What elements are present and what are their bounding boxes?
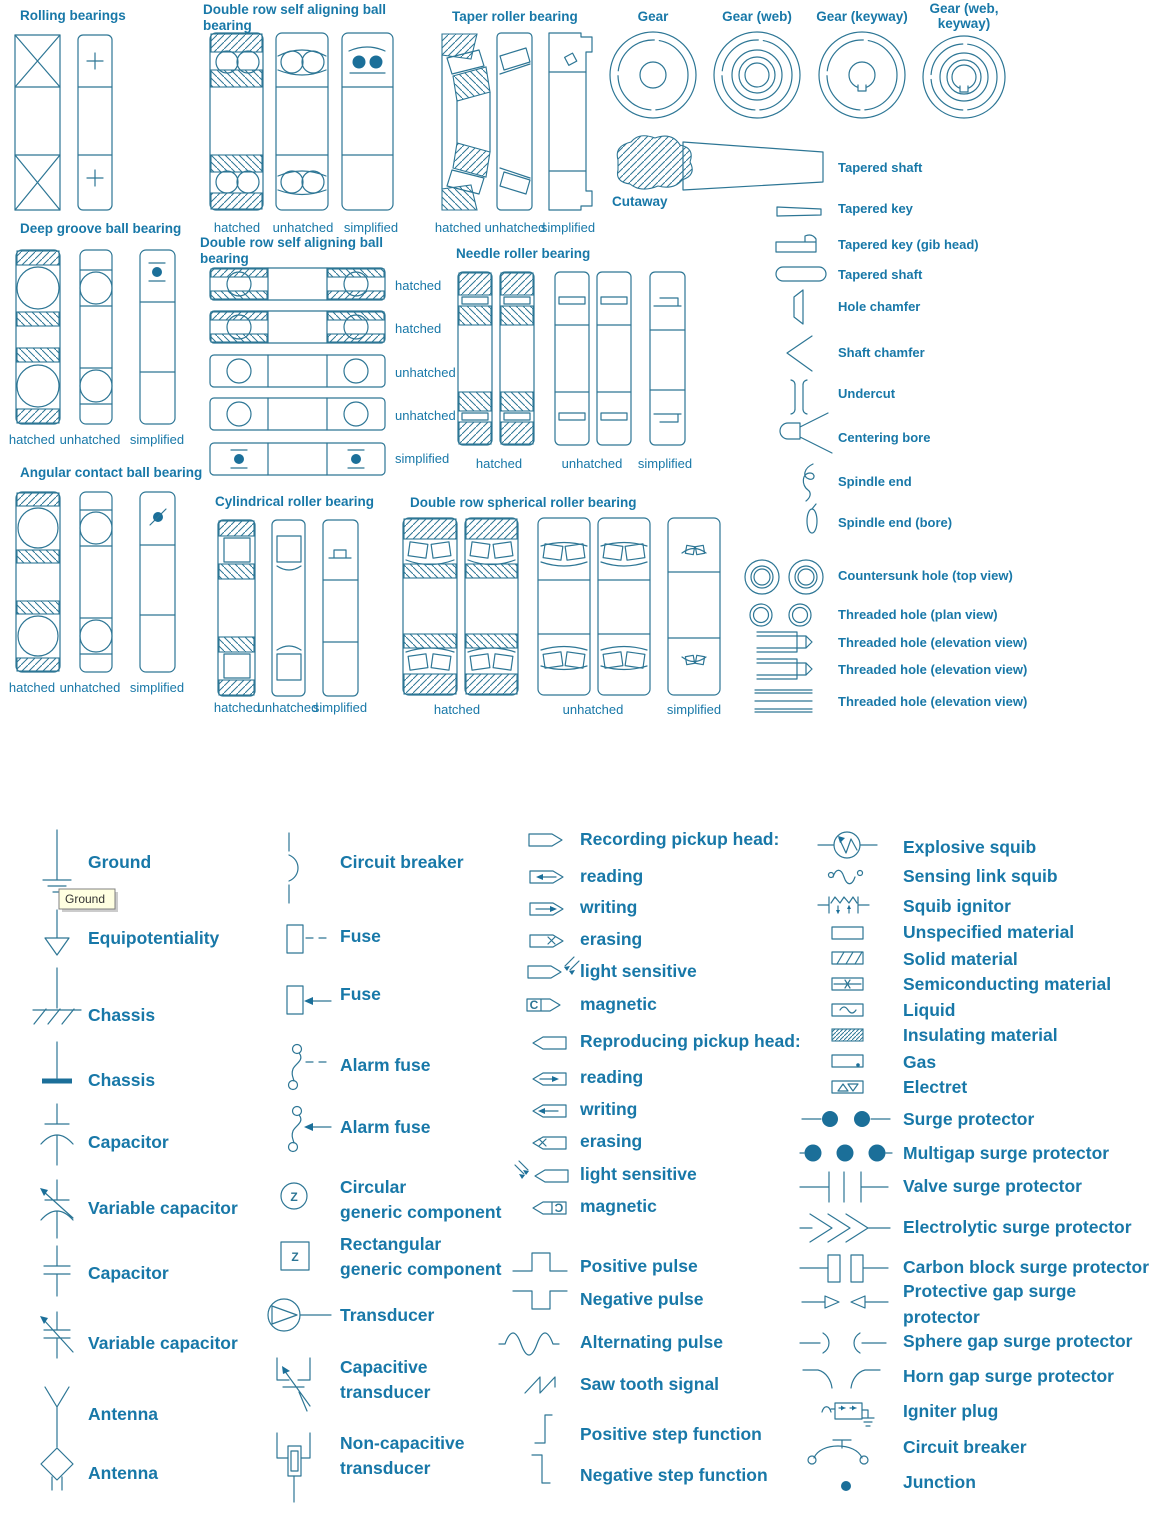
drsab2-variant-1: hatched [395, 321, 442, 336]
spherical-title: Double row spherical roller bearing [410, 495, 637, 510]
semiconducting-material-symbol [832, 978, 863, 990]
capacitor-flat-symbol [44, 1246, 70, 1296]
recording-magnetic-symbol [527, 998, 560, 1012]
side-label-14: Threaded hole (elevation view) [838, 694, 1028, 709]
spherical-hatched-symbol-1 [403, 518, 457, 695]
side-label-12: Threaded hole (elevation view) [838, 635, 1028, 650]
antenna-v-symbol [45, 1387, 69, 1447]
drsab2-row-unhatched-2 [210, 398, 385, 430]
label-ground: Ground [88, 852, 152, 872]
needle-variant-simplified: simplified [637, 456, 693, 471]
label-sensing-link-squib: Sensing link squib [903, 866, 1058, 886]
deep-groove-title: Deep groove ball bearing [20, 221, 182, 236]
gear-web-keyway-title-line1: Gear (web, [929, 1, 999, 16]
elec-col4-labels [903, 837, 1149, 1492]
side-label-4: Hole chamfer [838, 299, 921, 314]
deep-groove-simplified-symbol [140, 250, 175, 424]
surge-protector-symbol [802, 1111, 890, 1127]
drsab2-variant-0: hatched [395, 278, 442, 293]
cyl-variant-unhatched: unhatched [257, 700, 319, 715]
label-liquid: Liquid [903, 1000, 956, 1020]
needle-variant-unhatched: unhatched [561, 456, 623, 471]
angular-unhatched-symbol [80, 492, 112, 672]
gear-keyway-symbol [819, 32, 905, 118]
label-unspecified-material: Unspecified material [903, 922, 1075, 942]
side-label-13: Threaded hole (elevation view) [838, 662, 1028, 677]
threaded-hole-elevation1-symbol [757, 632, 812, 652]
saw-tooth-symbol [525, 1377, 555, 1393]
label-capacitive: Capacitive [340, 1357, 428, 1377]
side-label-11: Threaded hole (plan view) [838, 607, 998, 622]
label-circular: Circular [340, 1177, 407, 1197]
label-antenna-2: Antenna [88, 1463, 158, 1483]
label-variable-capacitor-1: Variable capacitor [88, 1198, 238, 1218]
electrolytic-surge-protector-symbol [800, 1214, 890, 1242]
elec-col1-labels [88, 852, 238, 1483]
needle-hatched-symbol-1 [458, 272, 492, 445]
needle-unhatched-symbol-1 [555, 272, 589, 445]
alarm-fuse-dash-symbol [289, 1045, 327, 1090]
drsab1-title-line2: bearing [203, 18, 252, 33]
spher-variant-unhatched: unhatched [562, 702, 624, 717]
deep-groove-unhatched-symbol [80, 250, 112, 424]
label-gas: Gas [903, 1052, 937, 1072]
rolling-bearings-title: Rolling bearings [20, 8, 126, 23]
taper-roller-simplified-symbol [549, 33, 592, 210]
recording-writing-symbol [530, 903, 563, 915]
taper-roller-title: Taper roller bearing [452, 9, 578, 24]
label-rec-erasing: erasing [580, 929, 643, 949]
label-rec-magnetic: magnetic [580, 994, 657, 1014]
variable-capacitor-flat-symbol [40, 1312, 73, 1358]
undercut-symbol [791, 380, 807, 414]
horn-gap-surge-protector-symbol [803, 1370, 880, 1388]
sensing-link-squib-symbol [829, 870, 863, 884]
threaded-hole-plan-symbol [750, 604, 811, 626]
gear-keyway-title: Gear (keyway) [816, 9, 908, 24]
countersunk-hole-symbol [745, 560, 823, 594]
label-valve-surge: Valve surge protector [903, 1176, 1082, 1196]
angular-variant-simplified: simplified [129, 680, 185, 695]
threaded-hole-elevation2-symbol [757, 659, 812, 679]
unspecified-material-symbol [832, 927, 863, 939]
taper-roller-hatched-symbol [442, 34, 490, 210]
non-capacitive-transducer-symbol [277, 1433, 310, 1502]
liquid-material-symbol [832, 1004, 863, 1016]
drsab2-title-line2: bearing [200, 251, 249, 266]
needle-title: Needle roller bearing [456, 246, 591, 261]
label-chassis-1: Chassis [88, 1005, 156, 1025]
gear-web-symbol [714, 32, 800, 118]
deep-variant-hatched: hatched [8, 432, 56, 447]
label-surge-protector: Surge protector [903, 1109, 1035, 1129]
rolling-bearing-simplified-symbol [78, 35, 112, 210]
label-protective-gap-line1: Protective gap surge [903, 1281, 1077, 1301]
recording-pickup-head-symbol [529, 834, 562, 846]
label-transducer: Transducer [340, 1305, 435, 1325]
glyph-c: C [529, 998, 539, 1012]
variable-capacitor-curved-symbol [40, 1180, 73, 1238]
taper-roller-unhatched-symbol [497, 33, 532, 210]
label-circuit-breaker-2: Circuit breaker [903, 1437, 1027, 1457]
reproducing-pickup-head-symbol [533, 1037, 566, 1049]
drsab1-variant-simplified: simplified [343, 220, 399, 235]
hole-chamfer-symbol [794, 290, 803, 324]
spher-variant-hatched: hatched [433, 702, 481, 717]
deep-groove-hatched-symbol [16, 250, 60, 424]
side-label-3: Tapered shaft [838, 267, 923, 282]
label-negative-step: Negative step function [580, 1465, 768, 1485]
label-rectangular: Rectangular [340, 1234, 442, 1254]
label-positive-pulse: Positive pulse [580, 1256, 698, 1276]
sphere-gap-surge-protector-symbol [800, 1333, 886, 1353]
label-fuse-1: Fuse [340, 926, 381, 946]
cutaway-symbol [617, 136, 692, 189]
label-solid-material: Solid material [903, 949, 1018, 969]
elec-col3-labels [579, 829, 801, 1485]
protective-gap-surge-protector-symbol [802, 1296, 888, 1308]
glyph-c-rev: Ɔ [554, 1201, 564, 1215]
shaft-chamfer-symbol [787, 336, 812, 371]
reproducing-erasing-symbol [533, 1137, 566, 1149]
chassis-symbol-2 [42, 1042, 72, 1081]
angular-title: Angular contact ball bearing [20, 465, 203, 480]
label-variable-capacitor-2: Variable capacitor [88, 1333, 238, 1353]
label-carbon-block-surge: Carbon block surge protector [903, 1257, 1150, 1277]
shaft-feature-labels [838, 160, 1027, 709]
taper-variant-hatched: hatched [434, 220, 482, 235]
side-label-9: Spindle end (bore) [838, 515, 953, 530]
label-rep-reading: reading [580, 1067, 644, 1087]
fuse-dash-symbol [287, 925, 326, 953]
label-equipotentiality: Equipotentiality [88, 928, 220, 948]
negative-pulse-symbol [513, 1291, 567, 1309]
recording-reading-symbol [530, 871, 563, 883]
gear-symbol [610, 32, 696, 118]
label-junction: Junction [903, 1472, 976, 1492]
solid-material-symbol [832, 952, 863, 964]
glyph-z-rect: Z [291, 1250, 299, 1264]
circular-generic-component-symbol [281, 1183, 307, 1209]
tooltip-text: Ground [65, 892, 106, 906]
drsab1-variant-unhatched: unhatched [272, 220, 334, 235]
label-alternating-pulse: Alternating pulse [580, 1332, 723, 1352]
negative-step-symbol [532, 1455, 550, 1483]
gas-material-symbol [832, 1055, 863, 1067]
drsab2-row-hatched-1 [210, 268, 385, 300]
ground-tooltip [59, 889, 118, 912]
label-explosive-squib: Explosive squib [903, 837, 1037, 857]
drsab2-variant-4: simplified [395, 451, 450, 466]
angular-hatched-symbol [16, 492, 60, 672]
label-non-capacitive-transducer: transducer [340, 1458, 431, 1478]
side-label-8: Spindle end [838, 474, 912, 489]
taper-variant-simplified: simplified [540, 220, 596, 235]
label-circuit-breaker: Circuit breaker [340, 852, 464, 872]
spherical-unhatched-symbol-1 [538, 518, 590, 695]
label-insulating-material: Insulating material [903, 1025, 1058, 1045]
glyph-z-circle: Z [290, 1190, 298, 1204]
label-negative-pulse: Negative pulse [580, 1289, 704, 1309]
capacitive-transducer-symbol [277, 1358, 310, 1411]
label-alarm-fuse-1: Alarm fuse [340, 1055, 431, 1075]
drsab1-variant-hatched: hatched [213, 220, 261, 235]
label-reproducing-head: Reproducing pickup head: [580, 1031, 801, 1051]
multigap-surge-protector-symbol [800, 1145, 892, 1162]
drsab2-variant-2: unhatched [395, 365, 456, 380]
explosive-squib-symbol [818, 832, 877, 858]
rectangular-generic-component-symbol [281, 1242, 309, 1270]
drsab2-variant-3: unhatched [395, 408, 456, 423]
alternating-pulse-symbol [499, 1333, 559, 1355]
label-squib-ignitor: Squib ignitor [903, 896, 1011, 916]
insulating-material-symbol [832, 1029, 863, 1041]
side-label-0: Tapered shaft [838, 160, 923, 175]
label-fuse-2: Fuse [340, 984, 381, 1004]
cyl-variant-simplified: simplified [312, 700, 368, 715]
label-electret: Electret [903, 1077, 968, 1097]
electret-symbol [832, 1081, 863, 1093]
drsab1-hatched-symbol [210, 33, 263, 210]
gear-web-keyway-title-line2: keyway) [937, 16, 991, 31]
tapered-shaft-large-symbol [683, 142, 823, 190]
spher-variant-simplified: simplified [666, 702, 722, 717]
drsab2-row-unhatched-1 [210, 355, 385, 387]
side-label-5: Shaft chamfer [838, 345, 925, 360]
spherical-hatched-symbol-2 [465, 518, 518, 695]
rolling-bearing-hatched-symbol [15, 35, 60, 210]
spherical-simplified-symbol [668, 518, 720, 695]
angular-variant-hatched: hatched [8, 680, 56, 695]
positive-step-symbol [535, 1415, 552, 1443]
reproducing-reading-symbol [533, 1073, 566, 1085]
spherical-unhatched-symbol-2 [598, 518, 650, 695]
label-rec-writing: writing [580, 897, 638, 917]
circuit-breaker-arc-symbol [808, 1440, 868, 1464]
drsab1-simplified-symbol [342, 33, 393, 210]
reproducing-writing-symbol [533, 1105, 566, 1117]
equipotentiality-symbol [45, 910, 69, 955]
label-chassis-2: Chassis [88, 1070, 156, 1090]
side-label-1: Tapered key [838, 201, 913, 216]
tapered-key-gib-head-symbol [776, 235, 816, 252]
label-rec-light: light sensitive [580, 961, 697, 981]
chassis-symbol-1 [33, 968, 81, 1024]
cylindrical-simplified-symbol [323, 520, 358, 696]
circuit-breaker-symbol [289, 833, 298, 903]
label-rep-writing: writing [580, 1099, 638, 1119]
label-circular-generic: generic component [340, 1202, 502, 1222]
label-rec-reading: reading [580, 866, 644, 886]
reproducing-magnetic-symbol [533, 1201, 566, 1215]
label-sphere-gap-surge: Sphere gap surge protector [903, 1331, 1133, 1351]
deep-variant-unhatched: unhatched [59, 432, 121, 447]
side-label-7: Centering bore [838, 430, 931, 445]
side-label-6: Undercut [838, 386, 896, 401]
threaded-hole-elevation3-symbol [755, 690, 812, 712]
cylindrical-title: Cylindrical roller bearing [215, 494, 375, 509]
transducer-symbol [268, 1299, 331, 1331]
label-antenna-1: Antenna [88, 1404, 158, 1424]
gear-web-title: Gear (web) [722, 9, 792, 24]
taper-variant-unhatched: unhatched [484, 220, 546, 235]
needle-simplified-symbol [650, 272, 685, 445]
elec-col2-labels [340, 852, 502, 1478]
needle-variant-hatched: hatched [475, 456, 523, 471]
label-rep-erasing: erasing [580, 1131, 643, 1151]
cylindrical-hatched-symbol [218, 520, 255, 696]
drsab2-row-hatched-2 [210, 311, 385, 343]
angular-variant-unhatched: unhatched [59, 680, 121, 695]
label-semiconducting-material: Semiconducting material [903, 974, 1112, 994]
label-rep-light: light sensitive [580, 1164, 697, 1184]
label-horn-gap-surge: Horn gap surge protector [903, 1366, 1114, 1386]
side-label-10: Countersunk hole (top view) [838, 568, 1013, 583]
label-positive-step: Positive step function [580, 1424, 762, 1444]
carbon-block-surge-protector-symbol [800, 1255, 888, 1282]
positive-pulse-symbol [513, 1253, 567, 1271]
tapered-shaft-pill-symbol [776, 267, 826, 281]
label-rep-magnetic: magnetic [580, 1196, 657, 1216]
label-rectangular-generic: generic component [340, 1259, 502, 1279]
label-saw-tooth: Saw tooth signal [580, 1374, 720, 1394]
fuse-arrow-symbol [287, 986, 331, 1014]
label-multigap-surge: Multigap surge protector [903, 1143, 1110, 1163]
side-label-2: Tapered key (gib head) [838, 237, 979, 252]
ground-symbol [43, 830, 71, 892]
capacitor-curved-symbol [41, 1104, 73, 1165]
drsab2-row-simplified [210, 443, 385, 475]
squib-ignitor-symbol [818, 897, 869, 914]
igniter-plug-symbol [822, 1403, 874, 1426]
drsab1-unhatched-symbol [276, 33, 328, 210]
label-capacitor-1: Capacitor [88, 1132, 169, 1152]
cylindrical-unhatched-symbol [272, 520, 305, 696]
label-capacitive-transducer: transducer [340, 1382, 431, 1402]
angular-simplified-symbol [140, 492, 175, 672]
alarm-fuse-arrow-symbol [289, 1107, 332, 1152]
drsab2-title-line1: Double row self aligning ball [200, 235, 384, 250]
spindle-end-bore-symbol [807, 504, 817, 533]
drsab1-title-line1: Double row self aligning ball [203, 2, 387, 17]
label-alarm-fuse-2: Alarm fuse [340, 1117, 431, 1137]
label-recording-head: Recording pickup head: [580, 829, 780, 849]
cutaway-label: Cutaway [612, 194, 668, 209]
needle-hatched-symbol-2 [500, 272, 534, 445]
junction-symbol [841, 1481, 851, 1491]
cyl-variant-hatched: hatched [213, 700, 261, 715]
label-capacitor-2: Capacitor [88, 1263, 169, 1283]
needle-unhatched-symbol-2 [597, 272, 631, 445]
antenna-diamond-symbol [41, 1448, 73, 1490]
recording-erasing-symbol [530, 935, 563, 947]
valve-surge-protector-symbol [800, 1172, 888, 1202]
label-non-capacitive: Non-capacitive [340, 1433, 465, 1453]
centering-bore-symbol [780, 413, 832, 453]
label-electrolytic-surge: Electrolytic surge protector [903, 1217, 1132, 1237]
recording-light-sensitive-symbol [528, 957, 579, 978]
deep-variant-simplified: simplified [129, 432, 185, 447]
gear-web-keyway-symbol [923, 36, 1005, 118]
label-igniter-plug: Igniter plug [903, 1401, 999, 1421]
tapered-key-symbol [777, 207, 821, 216]
spindle-end-symbol [803, 464, 814, 501]
gear-title: Gear [637, 9, 669, 24]
reproducing-light-sensitive-symbol [515, 1161, 568, 1182]
label-protective-gap-line2: protector [903, 1307, 980, 1327]
